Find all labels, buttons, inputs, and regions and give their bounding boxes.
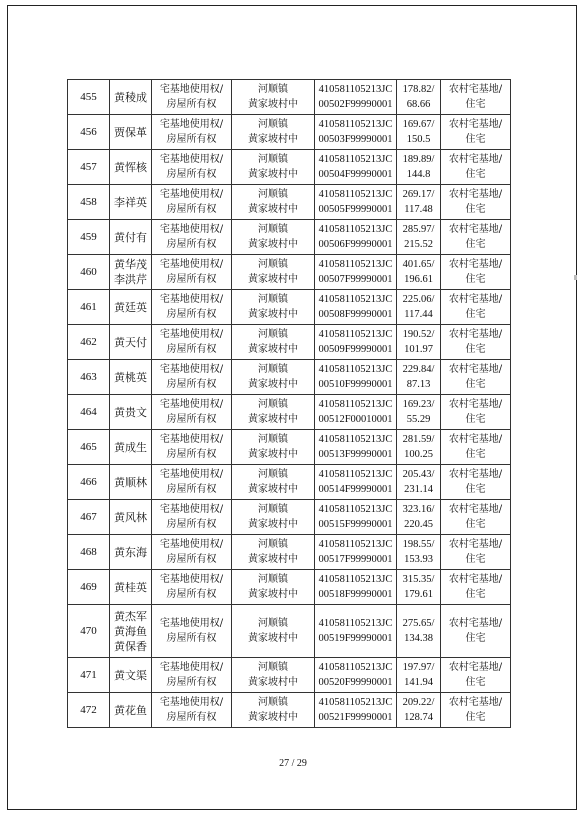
unit-code-cell: 410581105213JC 00515F99990001 xyxy=(315,500,397,535)
unit-code-cell: 410581105213JC 00517F99990001 xyxy=(315,535,397,570)
unit-code-cell: 410581105213JC 00509F99990001 xyxy=(315,325,397,360)
table-row xyxy=(68,430,511,465)
table-row xyxy=(68,570,511,605)
right-type-cell: 宅基地使用权/ 房屋所有权 xyxy=(152,535,232,570)
location-cell: 河顺镇 黄家坡村中 xyxy=(232,430,315,465)
row-number-cell: 461 xyxy=(68,290,110,325)
location-cell: 河顺镇 黄家坡村中 xyxy=(232,693,315,728)
unit-code-cell: 410581105213JC 00519F99990001 xyxy=(315,605,397,658)
unit-code-cell: 410581105213JC 00505F99990001 xyxy=(315,185,397,220)
owner-name-cell: 黄桂英 xyxy=(110,570,152,605)
right-type-cell: 宅基地使用权/ 房屋所有权 xyxy=(152,430,232,465)
row-number-cell: 458 xyxy=(68,185,110,220)
right-type-cell: 宅基地使用权/ 房屋所有权 xyxy=(152,255,232,290)
row-number-cell: 460 xyxy=(68,255,110,290)
unit-code-cell: 410581105213JC 00520F99990001 xyxy=(315,658,397,693)
owner-name-cell: 黄文渠 xyxy=(110,658,152,693)
table-row xyxy=(68,500,511,535)
right-type-cell: 宅基地使用权/ 房屋所有权 xyxy=(152,290,232,325)
table-row xyxy=(68,535,511,570)
area-cell: 269.17/ 117.48 xyxy=(397,185,441,220)
land-use-cell: 农村宅基地/ 住宅 xyxy=(441,220,511,255)
right-type-cell: 宅基地使用权/ 房屋所有权 xyxy=(152,115,232,150)
area-cell: 323.16/ 220.45 xyxy=(397,500,441,535)
right-type-cell: 宅基地使用权/ 房屋所有权 xyxy=(152,150,232,185)
area-cell: 225.06/ 117.44 xyxy=(397,290,441,325)
area-cell: 285.97/ 215.52 xyxy=(397,220,441,255)
right-type-cell: 宅基地使用权/ 房屋所有权 xyxy=(152,325,232,360)
owner-name-cell: 黄廷英 xyxy=(110,290,152,325)
row-number-cell: 459 xyxy=(68,220,110,255)
right-type-cell: 宅基地使用权/ 房屋所有权 xyxy=(152,80,232,115)
land-use-cell: 农村宅基地/ 住宅 xyxy=(441,465,511,500)
unit-code-cell: 410581105213JC 00510F99990001 xyxy=(315,360,397,395)
right-type-cell: 宅基地使用权/ 房屋所有权 xyxy=(152,395,232,430)
table-row xyxy=(68,395,511,430)
right-type-cell: 宅基地使用权/ 房屋所有权 xyxy=(152,500,232,535)
land-use-cell: 农村宅基地/ 住宅 xyxy=(441,658,511,693)
land-use-cell: 农村宅基地/ 住宅 xyxy=(441,290,511,325)
location-cell: 河顺镇 黄家坡村中 xyxy=(232,255,315,290)
land-use-cell: 农村宅基地/ 住宅 xyxy=(441,150,511,185)
row-number-cell: 465 xyxy=(68,430,110,465)
row-number-cell: 457 xyxy=(68,150,110,185)
land-use-cell: 农村宅基地/ 住宅 xyxy=(441,605,511,658)
table-row xyxy=(68,220,511,255)
land-use-cell: 农村宅基地/ 住宅 xyxy=(441,570,511,605)
right-type-cell: 宅基地使用权/ 房屋所有权 xyxy=(152,570,232,605)
owner-name-cell: 黄杰军 黄海鱼 黄保香 xyxy=(110,605,152,658)
area-cell: 205.43/ 231.14 xyxy=(397,465,441,500)
owner-name-cell: 黄顺林 xyxy=(110,465,152,500)
area-cell: 169.23/ 55.29 xyxy=(397,395,441,430)
row-number-cell: 468 xyxy=(68,535,110,570)
owner-name-cell: 李祥英 xyxy=(110,185,152,220)
land-use-cell: 农村宅基地/ 住宅 xyxy=(441,115,511,150)
table-row xyxy=(68,325,511,360)
right-type-cell: 宅基地使用权/ 房屋所有权 xyxy=(152,185,232,220)
owner-name-cell: 黄付有 xyxy=(110,220,152,255)
land-use-cell: 农村宅基地/ 住宅 xyxy=(441,360,511,395)
row-number-cell: 467 xyxy=(68,500,110,535)
right-type-cell: 宅基地使用权/ 房屋所有权 xyxy=(152,605,232,658)
table-row xyxy=(68,693,511,728)
area-cell: 315.35/ 179.61 xyxy=(397,570,441,605)
owner-name-cell: 贾保革 xyxy=(110,115,152,150)
right-type-cell: 宅基地使用权/ 房屋所有权 xyxy=(152,465,232,500)
area-cell: 198.55/ 153.93 xyxy=(397,535,441,570)
area-cell: 281.59/ 100.25 xyxy=(397,430,441,465)
page-number: 27 / 29 xyxy=(279,758,307,769)
unit-code-cell: 410581105213JC 00514F99990001 xyxy=(315,465,397,500)
location-cell: 河顺镇 黄家坡村中 xyxy=(232,115,315,150)
location-cell: 河顺镇 黄家坡村中 xyxy=(232,80,315,115)
right-type-cell: 宅基地使用权/ 房屋所有权 xyxy=(152,220,232,255)
land-use-cell: 农村宅基地/ 住宅 xyxy=(441,185,511,220)
row-number-cell: 462 xyxy=(68,325,110,360)
area-cell: 190.52/ 101.97 xyxy=(397,325,441,360)
owner-name-cell: 黄贵文 xyxy=(110,395,152,430)
right-type-cell: 宅基地使用权/ 房屋所有权 xyxy=(152,693,232,728)
owner-name-cell: 黄风林 xyxy=(110,500,152,535)
land-use-cell: 农村宅基地/ 住宅 xyxy=(441,325,511,360)
area-cell: 178.82/ 68.66 xyxy=(397,80,441,115)
owner-name-cell: 黄花鱼 xyxy=(110,693,152,728)
owner-name-cell: 黄天付 xyxy=(110,325,152,360)
location-cell: 河顺镇 黄家坡村中 xyxy=(232,535,315,570)
table-row xyxy=(68,255,511,290)
owner-name-cell: 黄恽核 xyxy=(110,150,152,185)
table-row xyxy=(68,185,511,220)
land-use-cell: 农村宅基地/ 住宅 xyxy=(441,693,511,728)
owner-name-cell: 黄稜成 xyxy=(110,80,152,115)
unit-code-cell: 410581105213JC 00518F99990001 xyxy=(315,570,397,605)
row-number-cell: 456 xyxy=(68,115,110,150)
table-row xyxy=(68,80,511,115)
land-use-cell: 农村宅基地/ 住宅 xyxy=(441,430,511,465)
location-cell: 河顺镇 黄家坡村中 xyxy=(232,500,315,535)
location-cell: 河顺镇 黄家坡村中 xyxy=(232,360,315,395)
area-cell: 197.97/ 141.94 xyxy=(397,658,441,693)
location-cell: 河顺镇 黄家坡村中 xyxy=(232,290,315,325)
row-number-cell: 464 xyxy=(68,395,110,430)
row-number-cell: 470 xyxy=(68,605,110,658)
owner-name-cell: 黄华茂 李洪芹 xyxy=(110,255,152,290)
row-number-cell: 466 xyxy=(68,465,110,500)
table-row xyxy=(68,115,511,150)
land-use-cell: 农村宅基地/ 住宅 xyxy=(441,255,511,290)
unit-code-cell: 410581105213JC 00506F99990001 xyxy=(315,220,397,255)
location-cell: 河顺镇 黄家坡村中 xyxy=(232,465,315,500)
area-cell: 169.67/ 150.5 xyxy=(397,115,441,150)
unit-code-cell: 410581105213JC 00508F99990001 xyxy=(315,290,397,325)
location-cell: 河顺镇 黄家坡村中 xyxy=(232,220,315,255)
unit-code-cell: 410581105213JC 00503F99990001 xyxy=(315,115,397,150)
owner-name-cell: 黄桃英 xyxy=(110,360,152,395)
table-row xyxy=(68,290,511,325)
area-cell: 209.22/ 128.74 xyxy=(397,693,441,728)
location-cell: 河顺镇 黄家坡村中 xyxy=(232,150,315,185)
registration-table xyxy=(67,79,511,728)
scan-mark xyxy=(574,275,577,280)
row-number-cell: 472 xyxy=(68,693,110,728)
land-use-cell: 农村宅基地/ 住宅 xyxy=(441,395,511,430)
unit-code-cell: 410581105213JC 00513F99990001 xyxy=(315,430,397,465)
area-cell: 401.65/ 196.61 xyxy=(397,255,441,290)
location-cell: 河顺镇 黄家坡村中 xyxy=(232,605,315,658)
row-number-cell: 469 xyxy=(68,570,110,605)
unit-code-cell: 410581105213JC 00504F99990001 xyxy=(315,150,397,185)
row-number-cell: 463 xyxy=(68,360,110,395)
land-use-cell: 农村宅基地/ 住宅 xyxy=(441,80,511,115)
area-cell: 229.84/ 87.13 xyxy=(397,360,441,395)
table-row xyxy=(68,658,511,693)
land-use-cell: 农村宅基地/ 住宅 xyxy=(441,500,511,535)
owner-name-cell: 黄东海 xyxy=(110,535,152,570)
table-row xyxy=(68,465,511,500)
land-use-cell: 农村宅基地/ 住宅 xyxy=(441,535,511,570)
right-type-cell: 宅基地使用权/ 房屋所有权 xyxy=(152,658,232,693)
row-number-cell: 471 xyxy=(68,658,110,693)
owner-name-cell: 黄成生 xyxy=(110,430,152,465)
table-row xyxy=(68,605,511,658)
unit-code-cell: 410581105213JC 00512F00010001 xyxy=(315,395,397,430)
area-cell: 189.89/ 144.8 xyxy=(397,150,441,185)
location-cell: 河顺镇 黄家坡村中 xyxy=(232,658,315,693)
right-type-cell: 宅基地使用权/ 房屋所有权 xyxy=(152,360,232,395)
table-row xyxy=(68,150,511,185)
area-cell: 275.65/ 134.38 xyxy=(397,605,441,658)
location-cell: 河顺镇 黄家坡村中 xyxy=(232,185,315,220)
unit-code-cell: 410581105213JC 00507F99990001 xyxy=(315,255,397,290)
location-cell: 河顺镇 黄家坡村中 xyxy=(232,570,315,605)
table-row xyxy=(68,360,511,395)
unit-code-cell: 410581105213JC 00521F99990001 xyxy=(315,693,397,728)
location-cell: 河顺镇 黄家坡村中 xyxy=(232,325,315,360)
unit-code-cell: 410581105213JC 00502F99990001 xyxy=(315,80,397,115)
location-cell: 河顺镇 黄家坡村中 xyxy=(232,395,315,430)
row-number-cell: 455 xyxy=(68,80,110,115)
